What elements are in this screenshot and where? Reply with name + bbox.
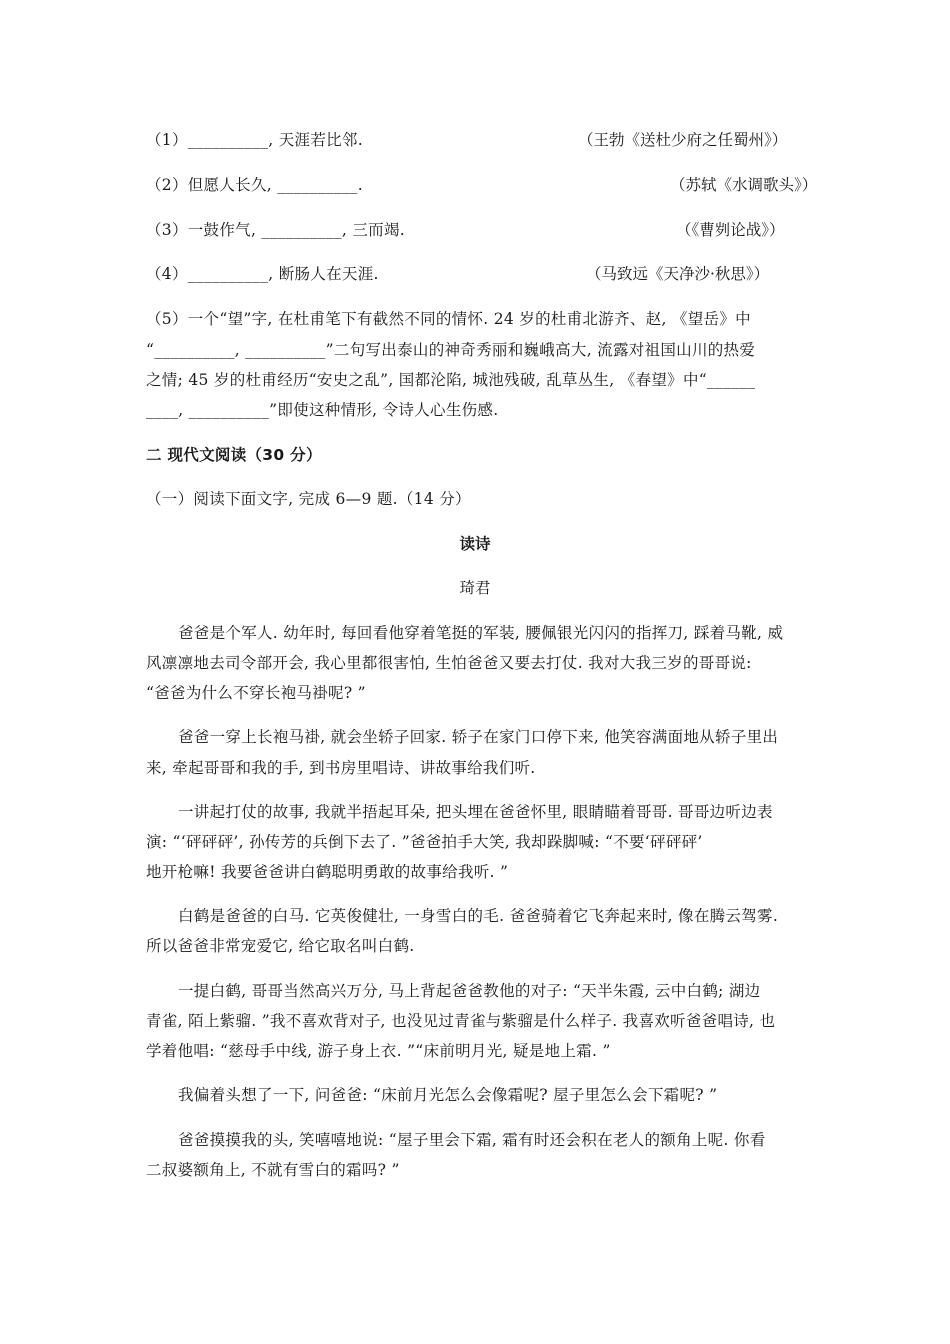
paragraph-line: 爸爸是个军人. 幼年时, 每回看他穿着笔挺的军装, 腰佩银光闪闪的指挥刀, 踩着马靴, 威 (178, 624, 784, 642)
paragraph-line: 二叔婆额角上, 不就有雪白的霜吗? ” (146, 1161, 400, 1179)
paragraph-line: 爸爸一穿上长袍马褂, 就会坐轿子回家. 轿子在家门口停下来, 他笑容满面地从轿子里出 (178, 728, 779, 746)
question-2: （2）但愿人长久, __________. (146, 176, 363, 194)
question-4: （4）__________, 断肠人在天涯. (146, 265, 379, 283)
paragraph-line: 我偏着头想了一下, 问爸爸: “床前月光怎么会像霜呢? 屋子里怎么会下霜呢? ” (178, 1086, 718, 1104)
paragraph-line: 风凛凛地去司令部开会, 我心里都很害怕, 生怕爸爸又要去打仗. 我对大我三岁的哥哥说: (146, 654, 752, 672)
paragraph-line: 爸爸摸摸我的头, 笑嘻嘻地说: “屋子里会下霜, 霜有时还会积在老人的额角上呢. 你看 (178, 1131, 766, 1149)
paragraph-line: 所以爸爸非常宠爱它, 给它取名叫白鹤. (146, 937, 415, 955)
question-1: （1）__________, 天涯若比邻. (146, 131, 363, 149)
question-3: （3）一鼓作气, __________, 三而竭. (146, 221, 405, 239)
question-5-line: ____, __________”即使这种情形, 令诗人心生伤感. (146, 401, 499, 419)
paragraph-line: 一提白鹤, 哥哥当然高兴万分, 马上背起爸爸教他的对子: “天半朱霞, 云中白鹤; 湖边 (178, 982, 761, 1000)
paragraph-line: 来, 牵起哥哥和我的手, 到书房里唱诗、讲故事给我们听. (146, 759, 536, 777)
question-5-line: （5）一个“望”字, 在杜甫笔下有截然不同的情怀. 24 岁的杜甫北游齐、赵, 《望岳》中 (146, 310, 751, 328)
paragraph-line: 地开枪嘛! 我要爸爸讲白鹤聪明勇敢的故事给我听. ” (146, 863, 509, 881)
paragraph-line: 学着他唱: “慈母手中线, 游子身上衣. ”“床前明月光, 疑是地上霜. ” (146, 1042, 611, 1060)
question-1-source: （王勃《送杜少府之任蜀州》） (578, 131, 788, 149)
question-4-source: （马致远《天净沙·秋思》） (586, 265, 770, 283)
paragraph-line: 青雀, 陌上紫骝. ”我不喜欢背对子, 也没见过青雀与紫骝是什么样子. 我喜欢听爸爸唱诗, 也 (146, 1012, 776, 1030)
paragraph-line: “爸爸为什么不穿长袍马褂呢? ” (146, 684, 366, 702)
section-heading: 二 现代文阅读（30 分） (146, 446, 322, 464)
question-5-line: “__________, __________”二句写出泰山的神奇秀丽和巍峨高大, 流露对祖国山川的热爱 (146, 341, 756, 359)
article-author: 琦君 (459, 579, 491, 597)
question-5-line: 之情; 45 岁的杜甫经历“安史之乱”, 国都沦陷, 城池残破, 乱草丛生, 《春望》中“______ (146, 371, 756, 389)
paragraph-line: 演: “‘砰砰砰’, 孙传芳的兵倒下去了. ”爸爸拍手大笑, 我却跺脚喊: “不要‘砰砰砰’ (146, 833, 703, 851)
article-title: 读诗 (459, 535, 491, 553)
paragraph-line: 白鹤是爸爸的白马. 它英俊健壮, 一身雪白的毛. 爸爸骑着它飞奔起来时, 像在腾云驾雾. (178, 907, 779, 925)
section-subheading: （一）阅读下面文字, 完成 6—9 题.（14 分） (146, 490, 471, 508)
paragraph-line: 一讲起打仗的故事, 我就半捂起耳朵, 把头埋在爸爸怀里, 眼睛瞄着哥哥. 哥哥边听边表 (178, 803, 773, 821)
question-2-source: （苏轼《水调歌头》） (670, 176, 818, 194)
question-3-source: （《曹刿论战》） (676, 221, 785, 239)
